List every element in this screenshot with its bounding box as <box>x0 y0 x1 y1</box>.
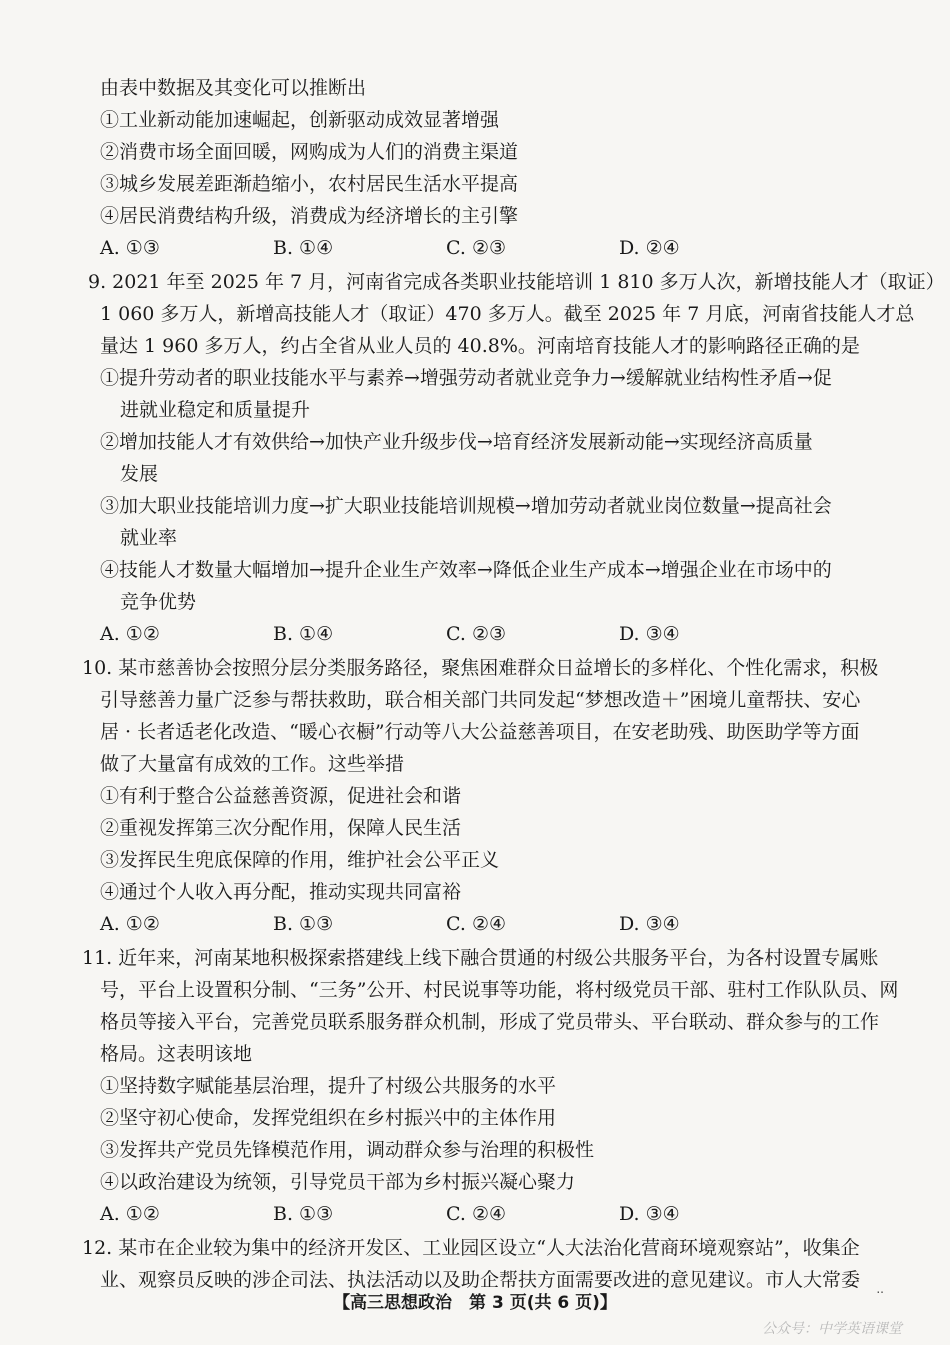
question-11 <box>82 942 899 1230</box>
q9-option-4-line-1: ④技能人才数量大幅增加→提升企业生产效率→降低企业生产成本→增强企业在市场中的 <box>100 559 832 581</box>
q11-choice-a: A. ①② <box>100 1203 160 1225</box>
q11-stem-line-2: 号，平台上设置积分制、“三务”公开、村民说事等功能，将村级党员干部、驻村工作队队员、网 <box>100 979 899 1001</box>
q9-choice-a: A. ①② <box>100 623 160 645</box>
q8-option-1: ①工业新动能加速崛起，创新驱动成效显著增强 <box>100 109 500 131</box>
q9-choices <box>100 618 865 650</box>
q11-option-3: ③发挥共产党员先锋模范作用，调动群众参与治理的积极性 <box>100 1139 595 1161</box>
q10-option-1: ①有利于整合公益慈善资源，促进社会和谐 <box>100 785 462 807</box>
q11-option-1: ①坚持数字赋能基层治理，提升了村级公共服务的水平 <box>100 1075 557 1097</box>
q11-choice-b: B. ①③ <box>273 1203 334 1225</box>
q9-option-1-line-2: 进就业稳定和质量提升 <box>120 399 311 421</box>
q10-option-2: ②重视发挥第三次分配作用，保障人民生活 <box>100 817 462 839</box>
q8-choice-a: A. ①③ <box>100 237 160 259</box>
question-8-tail <box>100 72 865 264</box>
q8-option-3: ③城乡发展差距渐趋缩小，农村居民生活水平提高 <box>100 173 519 195</box>
q8-choice-d: D. ②④ <box>619 237 680 259</box>
q9-option-3-line-2: 就业率 <box>120 527 178 549</box>
question-9 <box>88 266 945 650</box>
q10-stem-line-1: 10. 某市慈善协会按照分层分类服务路径，聚焦困难群众日益增长的多样化、个性化需求，积极 <box>82 657 879 679</box>
q10-option-3: ③发挥民生兜底保障的作用，维护社会公平正义 <box>100 849 500 871</box>
q12-stem-line-2: 业、观察员反映的涉企司法、执法活动以及助企帮扶方面需要改进的意见建议。市人大常委 <box>100 1269 861 1291</box>
q8-option-2: ②消费市场全面回暖，网购成为人们的消费主渠道 <box>100 141 519 163</box>
q9-stem-line-2: 1 060 多万人，新增高技能人才（取证）470 多万人。截至 2025 年 7 月底，河南省技能人才总 <box>100 303 915 325</box>
q9-choice-d: D. ③④ <box>619 623 680 645</box>
q11-choice-d: D. ③④ <box>619 1203 680 1225</box>
q12-stem-line-1: 12. 某市在企业较为集中的经济开发区、工业园区设立“人大法治化营商环境观察站”，收集企 <box>82 1237 860 1259</box>
q11-stem-line-4: 格局。这表明该地 <box>100 1043 253 1065</box>
q11-choice-c: C. ②④ <box>446 1203 507 1225</box>
footer-dots: .. <box>876 1282 884 1296</box>
question-12 <box>82 1232 865 1296</box>
q9-choice-c: C. ②③ <box>446 623 507 645</box>
q9-option-2-line-2: 发展 <box>120 463 159 485</box>
q10-choice-d: D. ③④ <box>619 913 680 935</box>
q10-stem-line-2: 引导慈善力量广泛参与帮扶救助，联合相关部门共同发起“梦想改造＋”困境儿童帮扶、安心 <box>100 689 861 711</box>
q9-option-1-line-1: ①提升劳动者的职业技能水平与素养→增强劳动者就业竞争力→缓解就业结构性矛盾→促 <box>100 367 832 389</box>
q8-choice-b: B. ①④ <box>273 237 334 259</box>
watermark: 公众号：中学英语课堂 <box>762 1321 902 1337</box>
q9-choice-b: B. ①④ <box>273 623 334 645</box>
q11-choices <box>100 1198 865 1230</box>
q10-option-4: ④通过个人收入再分配，推动实现共同富裕 <box>100 881 462 903</box>
q10-choice-a: A. ①② <box>100 913 160 935</box>
q10-choice-b: B. ①③ <box>273 913 334 935</box>
q10-stem-line-3: 居 · 长者适老化改造、“暖心衣橱”行动等八大公益慈善项目，在安老助残、助医助学等方面 <box>100 721 860 743</box>
q10-choice-c: C. ②④ <box>446 913 507 935</box>
q11-option-4: ④以政治建设为统领，引导党员干部为乡村振兴凝心聚力 <box>100 1171 576 1193</box>
q8-stem: 由表中数据及其变化可以推断出 <box>100 77 367 99</box>
q10-stem-line-4: 做了大量富有成效的工作。这些举措 <box>100 753 405 775</box>
page-footer: 【高三思想政治 第 3 页(共 6 页)】 <box>333 1293 617 1313</box>
q8-choices <box>100 232 865 264</box>
q11-stem-line-3: 格员等接入平台，完善党员联系服务群众机制，形成了党员带头、平台联动、群众参与的工作 <box>100 1011 880 1033</box>
q10-choices <box>100 908 865 940</box>
q9-option-2-line-1: ②增加技能人才有效供给→加快产业升级步伐→培育经济发展新动能→实现经济高质量 <box>100 431 813 453</box>
q9-stem-line-1: 9. 2021 年至 2025 年 7 月，河南省完成各类职业技能培训 1 810 多万人次，新增技能人才（取证） <box>88 271 945 293</box>
q11-option-2: ②坚守初心使命，发挥党组织在乡村振兴中的主体作用 <box>100 1107 557 1129</box>
q9-stem-line-3: 量达 1 960 多万人，约占全省从业人员的 40.8%。河南培育技能人才的影响路径正确的是 <box>100 335 860 357</box>
page-content <box>82 72 945 1298</box>
q8-option-4: ④居民消费结构升级，消费成为经济增长的主引擎 <box>100 205 519 227</box>
q8-choice-c: C. ②③ <box>446 237 507 259</box>
q9-option-4-line-2: 竞争优势 <box>120 591 197 613</box>
question-10 <box>82 652 879 940</box>
q11-stem-line-1: 11. 近年来，河南某地积极探索搭建线上线下融合贯通的村级公共服务平台，为各村设置专属账 <box>82 947 879 969</box>
q9-option-3-line-1: ③加大职业技能培训力度→扩大职业技能培训规模→增加劳动者就业岗位数量→提高社会 <box>100 495 832 517</box>
